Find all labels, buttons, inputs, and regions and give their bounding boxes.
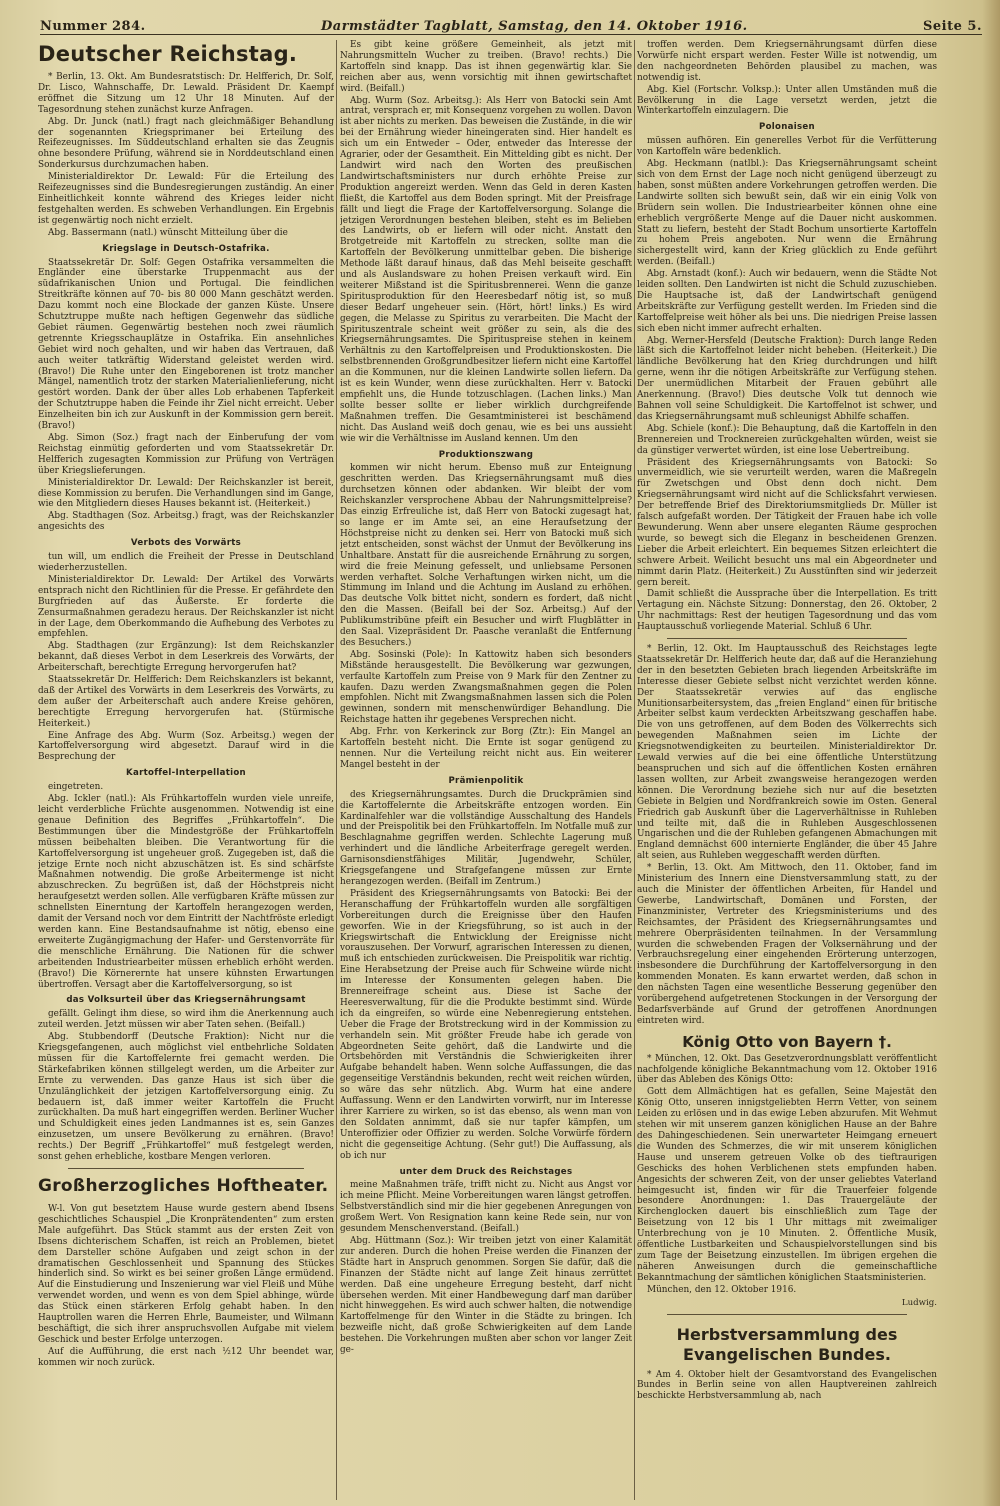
- paragraph: Abg. Bassermann (natl.) wünscht Mitteilung über die: [48, 227, 288, 238]
- paragraph: troffen werden. Dem Kriegsernährungsamt dürfen diese Vorwürfe nicht erspart werden. Fester Wille ist notwendig, um den nachgeordneten Behörden plausibel zu machen, was notwendig ist.: [637, 40, 937, 83]
- paragraph: gefällt. Gelingt ihm diese, so wird ihm die Anerkennung auch zuteil werden. Jetzt müssen wir aber Taten sehen. (Beifall.): [38, 1009, 334, 1031]
- headline-hoftheater: Großherzogliches Hoftheater.: [38, 1176, 329, 1196]
- subheading: unter dem Druck des Reichstages: [399, 1166, 573, 1177]
- column-divider: [336, 40, 337, 1500]
- subheading: Polonaisen: [759, 122, 815, 133]
- paragraph: Abg. Frhr. von Kerkerinck zur Borg (Ztr.): Ein Mangel an Kartoffeln besteht nicht. Die Ernte ist sogar genügend zu nennen. Nur die Verteilung reicht nicht aus. Ein weiterer Mangel besteht in der: [340, 727, 632, 770]
- paragraph: Damit schließt die Aussprache über die Interpellation. Es tritt Vertagung ein. Nächste Sitzung: Donnerstag, den 26. Oktober, 2 Uhr nachmittags: Rest der heutigen Tagesordnung und das vom Hauptausschuß vorliegende Material. Schluß 6 Uhr.: [637, 589, 937, 633]
- column-2: [340, 40, 632, 1500]
- paragraph: Ministerialdirektor Dr. Lewald: Der Reichskanzler ist bereit, diese Kommission zu berufen. Die Verhandlungen sind im Gange, wie den Mitgliedern dieses Hauses bekannt ist. (Heiterkeit.): [38, 477, 334, 510]
- paragraph: Abg. Schiele (konf.): Die Behauptung, daß die Kartoffeln in den Brennereien und Trocknereien zurückgehalten würden, weist sie da günstiger verwertet würden, ist eine lose Uebertreibung.: [637, 423, 937, 456]
- subheading: Kartoffel-Interpellation: [126, 768, 246, 779]
- paragraph: Gott dem Allmächtigen hat es gefallen, Seine Majestät den König Otto, unseren innigstgeliebten Herrn Vetter, von seinem Leiden zu erlösen und in das ewige Leben abzurufen. Mit Wehmut stehen wir mit unserem ganzen königlichen Hause an der Bahre des Dahingeschiedenen. Sein unerwarteter Heimgang erneuert die Wunden des Schmerzes, die wir mit unserem königlichen Hause und unserem getreuen Volke ob des tieftraurigen Geschicks des hohen Verblichenen stets empfunden haben. Angesichts der schweren Zeit, von der unser geliebtes Vaterland heimgesucht ist, finden wir für die Trauerfeier folgende besondere Anordnungen: 1. Das Trauergeläute der Kirchenglocken dauert bis einschließlich zum Tage der Beisetzung von 12 bis 1 Uhr mittags mit zweimaliger Unterbrechung von je 10 Minuten. 2. Öffentliche Musik, öffentliche Lustbarkeiten und Schauspielvorstellungen sind bis zum Tage der Beisetzung einzustellen. Im übrigen ergehen die näheren Anweisungen durch die gemeinschaftliche Bekanntmachung der sämtlichen königlichen Staatsministerien.: [637, 1087, 937, 1283]
- column-divider: [634, 40, 635, 1500]
- headline-evangelischer-bund: Herbstversammlung des Evangelischen Bundes.: [676, 1324, 898, 1364]
- paragraph: Abg. Stadthagen (Soz. Arbeitsg.) fragt, was der Reichskanzler angesichts des: [38, 511, 334, 533]
- paragraph: Abg. Hüttmann (Soz.): Wir treiben jetzt von einer Kalamität zur anderen. Durch die hohen Preise werden die Finanzen der Städte hart in Anspruch genommen. Sorgen Sie dafür, daß die Finanzen der Städte nicht auf lange Zeit hinaus zerrüttet werden. Daß eine ungeheure Erregung besteht, darf nicht übersehen werden. Mit einer Handbewegung darf man darüber nicht hinweggehen. Es wird auch schwer halten, die notwendige Kartoffelmenge für den Winter in die Städte zu bringen. Ich bezweifle nicht, daß große Schwierigkeiten auf dem Lande bestehen. Die Vorkehrungen mußten aber schon vor langer Zeit ge-: [340, 1235, 632, 1356]
- paragraph: W-l. Von gut besetztem Hause wurde gestern abend Ibsens geschichtliches Schauspiel „Die Kronprätendenten“ zum ersten Male aufgeführt. Das Stück stammt aus der ersten Zeit von Ibsens dichterischem Schaffen, ist reich an Problemen, bietet dem Darsteller schöne Aufgaben und zeigt schon in der dramatischen Geschlossenheit und Spannung des Stückes hinderlich sind. So wirkt es bei seiner großen Länge ermüdend. Auf die Einstudierung und Inszenierung war viel Fleiß und Mühe verwendet worden, und wenn es von dem Spiel abhinge, würde das Stück einen stärkeren Erfolg gehabt haben. In den Hauptrollen waren die Herren Ehrle, Baumeister, und Wilmann beschäftigt, die sich ihrer anspruchsvollen Aufgabe mit vielem Geschick und bester Erfolge unterzogen.: [38, 1204, 334, 1345]
- paragraph: Abg. Heckmann (natlbl.): Das Kriegsernährungsamt scheint sich von dem Ernst der Lage noch nicht genügend überzeugt zu haben, sonst müßten andere Vorkehrungen getroffen werden. Die Landwirte sollten sich bewußt sein, daß wir ein einig Volk von Brüdern sein wollen. Die Industriearbeiter können ohne eine erheblich vergrößerte Menge auf die Dauer nicht auskommen. Statt zu liefern, besteht der Stadt Bochum unsortierte Kartoffeln zu hohem Preis angeboten. Nur wenn die Ernährung sichergestellt wird, kann der Krieg glücklich zu Ende geführt werden. (Beifall.): [637, 159, 937, 268]
- masthead: [40, 10, 982, 35]
- subheading: Prämienpolitik: [448, 775, 524, 786]
- issue-number: Nummer 284.: [40, 19, 146, 34]
- headline-text: König Otto von Bayern: [682, 1032, 874, 1051]
- paragraph: * Berlin, 13. Okt. Am Bundesratstisch: Dr. Helfferich, Dr. Solf, Dr. Lisco, Wahnschaffe, Dr. Lewald. Präsident Dr. Kaempf eröffnet die Sitzung um 12 Uhr 18 Minuten. Auf der Tagesordnung stehen zunächst kurze Anfragen.: [38, 72, 334, 115]
- page-number: Seite 5.: [923, 19, 982, 34]
- paragraph: Ministerialdirektor Dr. Lewald: Der Artikel des Vorwärts entsprach nicht den Richtlinien für die Presse. Er gefährdete den Burgfrieden auf das Äußerste. Er forderte die Zensurmaßnahmen geradezu heraus. Der Reichskanzler ist nicht in der Lage, dem Oberkommando die Aufhebung des Verbotes zu empfehlen.: [38, 574, 334, 640]
- section-separator: [68, 1168, 304, 1169]
- paragraph: * Am 4. Oktober hielt der Gesamtvorstand des Evangelischen Bundes in Berlin seine von allen Hauptvereinen zahlreich beschickte Herbstversammlung ab, nach: [637, 1369, 937, 1402]
- paragraph: Abg. Arnstadt (konf.): Auch wir bedauern, wenn die Städte Not leiden sollten. Den Landwirten ist nicht die Schuld zuzuschieben. Die Hauptsache ist, daß der Landwirtschaft genügend Arbeitskräfte zur Verfügung gestellt werden. Im Frieden sind die Kartoffelpreise weit höher als bei uns. Die niedrigen Preise lassen sich eben nicht immer aufrecht erhalten.: [637, 269, 937, 334]
- paragraph: Staatssekretär Dr. Solf: Gegen Ostafrika versammelten die Engländer eine überstarke Truppenmacht aus der südafrikanischen Union und Portugal. Die feindlichen Streitkräfte können auf 70- bis 80 000 Mann geschätzt werden. Dazu kommt noch eine Blockade der ganzen Küste. Unsere Schutztruppe mußte nach heftigen Gegenwehr das südliche Gebiet räumen. Gegenwärtig bestehen noch zwei räumlich getrennte Kriegsschauplätze in Ostafrika. Ein ansehnliches Gebiet wird noch gehalten, und wir haben das Vertrauen, daß auch weiter tatkräftig Widerstand geleistet werden wird. (Bravo!) Die Ruhe unter den Eingeborenen ist trotz mancher Mängel, namentlich trotz der starken Materialienlieferung, nicht gestört worden. Dank der über alles Lob erhabenen Tapferkeit der Schutztruppe haben die Feinde ihr Ziel nicht erreicht. Ueber Einzelheiten bin ich zur Auskunft in der Kommission gern bereit. (Bravo!): [38, 257, 334, 432]
- paragraph: Auf die Aufführung, die erst nach ½12 Uhr beendet war, kommen wir noch zurück.: [38, 1346, 334, 1368]
- paragraph: * München, 12. Okt. Das Gesetzverordnungsblatt veröffentlicht nachfolgende königliche Bekanntmachung vom 12. Oktober 1916 über das Ableben des Königs Otto:: [637, 1053, 937, 1086]
- subheading: das Volksurteil über das Kriegsernährungsamt: [66, 995, 306, 1006]
- paragraph: Abg. Werner-Hersfeld (Deutsche Fraktion): Durch lange Reden läßt sich die Kartoffelnot leider nicht beheben. (Heiterkeit.) Die ländliche Bevölkerung hat den Krieg durchdrungen und hilft gerne, wenn ihr die nötigen Arbeitskräfte zur Verfügung stehen. Der unermüdlichen Mitarbeit der Frauen gebührt alle Anerkennung. (Bravo!) Dies deutsche Volk tut dennoch wie Bahnen voll seine Schuldigkeit. Die Kartoffelnot ist schwer, und das Kriegsernährungsamt muß schleunigst Abhilfe schaffen.: [637, 335, 937, 422]
- page-edge-stain: [982, 0, 1000, 1506]
- paragraph: Präsident des Kriegsernährungsamts von Batocki: Bei der Heranschaffung der Frühkartoffeln wurden alle sorgfältigen Vorbereitungen durch die Ereignisse über den Haufen geworfen. Wie in der Kriegsführung, so ist auch in der Kriegswirtschaft die Entwicklung der Ereignisse nicht vorauszusehen. Der Vorwurf, agrarischen Interessen zu dienen, muß ich entschieden zurückweisen. Die Preispolitik war richtig. Eine Herabsetzung der Preise auch für Schweine würde nicht im Interesse der Konsumenten gelegen haben. Die Brennereifrage scheint aus. Diese ist Sache der Heeresverwaltung, für die die Produkte bestimmt sind. Würde ich da eingreifen, so würde eine Nebenregierung entstehen. Ueber die Frage der Brotstreckung wird in der Kommission zu verhandeln sein. Mit größter Freude habe ich gerade von Abgeordneten Seite gehört, daß die Landwirte und die Ortsbehörden mit Verständnis die Schwierigkeiten ihrer Aufgabe behandelt haben. Wenn solche Auffassungen, die das gegenseitige Verständnis bekunden, recht weit reichen würden, so wäre das sehr nützlich. Abg. Wurm hat eine andere Auffassung. Wenn er den Landwirten vorwirft, nur im Interesse ihrer Karriere zu wirken, so ist das ebenso, als wenn man von den Soldaten annimmt, daß sie nur tapfer kämpfen, um Unteroffizier oder Offizier zu werden. Solche Vorwürfe fördern nicht die gegenseitige Achtung. (Sehr gut!) Die Auffassung, als ob ich nur: [340, 888, 632, 1161]
- paragraph: meine Maßnahmen träfe, trifft nicht zu. Nicht aus Angst vor ich meine Pflicht. Meine Vorbereitungen waren längst getroffen. Selbstverständlich sind mir die hier gegebenen Anregungen von großem Wert. Von Resignation kann keine Rede sein, nur von gesundem Menschenverstand. (Beifall.): [340, 1180, 632, 1235]
- paragraph: Eine Anfrage des Abg. Wurm (Soz. Arbeitsg.) wegen der Kartoffelversorgung wird abgesetzt. Darauf wird in die Besprechung der: [38, 730, 334, 763]
- paragraph: * Berlin, 13. Okt. Am Mittwoch, den 11. Oktober, fand im Ministerium des Innern eine Dienstversammlung statt, zu der auch die Minister der öffentlichen Arbeiten, für Handel und Gewerbe, Landwirtschaft, Domänen und Forsten, der Finanzminister, Vertreter des Kriegsministeriums und des Reichsamtes, der Präsident des Kriegsernährungsamtes und mehrere Oberpräsidenten teilnahmen. In der Versammlung wurden die schwebenden Fragen der Volksernährung und der Verbrauchsregelung einer eingehenden Erörterung unterzogen, insbesondere die Durchführung der Kartoffelversorgung in den kommenden Monaten. Es kann erwartet werden, daß schon in den nächsten Tagen eine wesentliche Besserung gegenüber den vorübergehend aufgetretenen Stockungen in der Versorgung der Bedarfsverbände auf Grund der getroffenen Anordnungen eintreten wird.: [637, 863, 937, 1026]
- paragraph: Ministerialdirektor Dr. Lewald: Für die Erteilung des Reifezeugnisses sind die Bundesregierungen zuständig. An einer Einheitlichkeit konnte während des Krieges leider nicht festgehalten werden. Es schweben Verhandlungen. Ein Ergebnis ist gegenwärtig noch nicht erzielt.: [38, 172, 334, 226]
- paragraph: Es gibt keine größere Gemeinheit, als jetzt mit Nahrungsmitteln Wucher zu treiben. (Bravo! rechts.) Die Kartoffeln sind knapp. Das ist ihnen gegenwärtig klar. Sie reichen aber aus, wenn vorsichtig mit ihnen gewirtschaftet wird. (Beifall.): [340, 40, 632, 94]
- subheading: Produktionszwang: [438, 449, 534, 460]
- paragraph: des Kriegsernährungsamtes. Durch die Druckprämien sind die Kartoffelernte die Arbeitskräfte entzogen worden. Ein Kardinalfehler war die vollständige Ausschaltung des Handels und der Preispolitik bei den Frühkartoffeln. Im Notfalle muß zur Beschlagnahme gegriffen werden. Schlechte Lagerung muß verhindert und die ländliche Arbeiterfrage geregelt werden. Garnisonsdienstfähiges Militär, Jugendwehr, Schüler, Kriegsgefangene und Strafgefangene müssen zur Ernte herangezogen werden. (Beifall im Zentrum.): [340, 789, 632, 887]
- paragraph: Präsident des Kriegsernährungsamts von Batocki: So unvermeidlich, wie sie verurteilt werden, waren die Maßregeln für Zwetschgen und Obst denn doch nicht. Dem Kriegsernährungsamt wird nicht auf die Schlicksfahrt verwiesen. Der betreffende Brief des Direktoriumsmitglieds Dr. Müller ist falsch aufgefaßt worden. Der Tätigkeit der Frauen habe ich volle Bewunderung. Wenn aber unsere eleganten Räume gesprochen wurde, so bewegt sich die Eleganz in bescheidenen Grenzen. Lieber die Arbeit erleichtert. Ein bequemes Sitzen erleichtert die schwere Arbeit. Weilicht besucht uns mal ein Abgeordneter und nimmt darin Platz. (Heiterkeit.) Zu Ausstünften sind wir jederzeit gern bereit.: [637, 457, 937, 588]
- paragraph: Abg. Stubbendorff (Deutsche Fraktion): Nicht nur die Kriegsgefangenen, auch möglichst viel entbehrliche Soldaten müssen für die Kartoffelernte frei gemacht werden. Die Stärkefabriken können stillgelegt werden, um die Arbeiter zur Ernte zu verwenden. Das ganze Haus ist sich über die Unzulänglichkeit der jetzigen Kartoffelversorgung einig. Zu bedauern ist, daß immer weiter Kartoffeln die Frucht zurückhalten. Da muß hart eingegriffen werden. Berliner Wucher und Schuldigkeit eines jeden Landmannes ist es, sein Ganzes einzusetzen, um unsere Bevölkerung zu ernähren. (Bravo! rechts.) Der Begriff „Frühkartoffel“ muß festgelegt werden, sonst gehen erhebliche, kostbare Mengen verloren.: [38, 1032, 334, 1163]
- subheading: Verbots des Vorwärts: [130, 538, 242, 549]
- paragraph: tun will, um endlich die Freiheit der Presse in Deutschland wiederherzustellen.: [38, 552, 334, 573]
- paragraph: kommen wir nicht herum. Ebenso muß zur Enteignung geschritten werden. Das Kriegsernährungsamt muß dies durchsetzen können oder abdanken. Wir bleibt der vom Reichskanzler versprochene Abbau der Nahrungsmittelpreise? Das einzig Erfreuliche ist, daß Herr von Batocki zugesagt hat, so lange er im Amte sei, an eine Heraufsetzung der Höchstpreise nicht zu denken sei. Herr von Batocki muß sich jetzt entscheiden, sonst wächst der Unmut der Bevölkerung ins Unhaltbare. Anstatt für die ausreichende Ernährung zu sorgen, wird die freie Meinung gefesselt, und unliebsame Personen werden verhaftet. Solche Verhaftungen wirken nicht, um die Stimmung im Inland und die Achtung im Ausland zu erhöhen. Das deutsche Volk bittet nicht, sondern es fordert, daß nicht den die Massen. (Beifall bei der Soz. Arbeitsg.) Auf der Publikumstribüne pfeift ein Besucher und wirft Flugblätter in den Saal. Vizepräsident Dr. Paasche veranlaßt die Entfernung des Besuchers.): [340, 463, 632, 648]
- column-1: [38, 40, 334, 1500]
- section-separator: [667, 638, 907, 639]
- paragraph: müssen aufhören. Ein generelles Verbot für die Verfütterung von Kartoffeln wäre bedenklich.: [637, 136, 937, 158]
- paragraph: Abg. Stadthagen (zur Ergänzung): Ist dem Reichskanzler bekannt, daß dieses Verbot in dem Leserkreis des Vorwärts, der Arbeiterschaft, berechtigte Erregung hervorgerufen hat?: [38, 641, 334, 674]
- subheading: Kriegslage in Deutsch-Ostafrika.: [102, 243, 270, 254]
- column-3: [637, 40, 937, 1500]
- paragraph: Abg. Kiel (Fortschr. Volksp.): Unter allen Umständen muß die Bevölkerung in die Lage versetzt werden, jetzt die Winterkartoffeln einzulagern. Die: [637, 84, 937, 117]
- headline-koenig-otto: [637, 1032, 937, 1051]
- paragraph: Staatssekretär Dr. Helfferich: Dem Reichskanzlers ist bekannt, daß der Artikel des Vorwärts in dem Leserkreis des Vorwärts, zu dem außer der Arbeiterschaft auch andere Kreise gehören, berechtigte Erregung hervorgerufen hat. (Stürmische Heiterkeit.): [38, 675, 334, 729]
- signature: Ludwig.: [901, 1297, 937, 1308]
- paragraph: Abg. Ickler (natl.): Als Frühkartoffeln wurden viele unreife, leicht verderbliche Früchte ausgenommen. Notwendig ist eine genaue Definition des Begriffes „Frühkartoffeln“. Die Bestimmungen über die Mindestgröße der Frühkartoffeln müssen beibehalten bleiben. Die Verantwortung für die Kartoffelversorgung ist ungeheuer groß. Zugegeben ist, daß die jetzige Ernte noch nicht abzuschätzen ist. Es sind schärfste Maßnahmen notwendig. Die große Arbeitermenge ist nicht abzuschrecken. Zu begrüßen ist, daß der Höchstpreis nicht heraufgesetzt werden sollen. Alle verfügbaren Kräfte müssen zur schnellsten Einerntung der Kartoffeln herangezogen werden, damit der Versand noch vor dem Eintritt der Nachtfröste erledigt werden kann. Eine Bestandsaufnahme ist nötig, ebenso eine erweiterte Zugängigmachung der Hafer- und Gerstenvorräte für die menschliche Ernährung. Die Nationen für die schwer arbeitenden Industriearbeiter müssen erheblich erhöht werden. (Bravo!) Die Körnerernte hat unsere kühnsten Erwartungen übertroffen. Versagt aber die Kartoffelversorgung, so ist: [38, 794, 334, 990]
- paragraph: eingetreten.: [48, 782, 104, 793]
- paragraph: Abg. Simon (Soz.) fragt nach der Einberufung der vom Reichstag einmütig geforderten und vom Staatssekretär Dr. Helfferich zugesagten Kommission zur Prüfung von Verträgen über Kriegslieferungen.: [38, 433, 334, 476]
- section-separator: [667, 1314, 907, 1315]
- newspaper-title-date: Darmstädter Tagblatt, Samstag, den 14. Oktober 1916.: [321, 19, 748, 34]
- dateline: München, den 12. Oktober 1916.: [647, 1284, 797, 1295]
- paragraph: * Berlin, 12. Okt. Im Hauptausschuß des Reichstages legte Staatssekretär Dr. Helfferich heute dar, daß auf die Heranziehung der in den besetzten Gebieten brach liegenden Arbeitskräfte im Interesse dieser Gebiete selbst nicht verzichtet werden könne. Der Staatssekretär verwies auf das englische Munitionsarbeitersystem, das „freien England“ einen für britische Arbeiter selbst kaum verdeckten Arbeitszwang geschaffen habe. Die von uns getroffenen, auf dem Boden des Völkerrechts sich bewegenden Maßnahmen seien im Lichte der Kriegsnotwendigkeiten zu beurteilen. Ministerialdirektor Dr. Lewald verwies auf die bei eine öffentliche Unterstützung beanspruchen und sich auf die öffentlichen Kosten ernähren lassen wollten, zur Arbeit zwangsweise herangezogen werden können. Die Verordnung beziehe sich nur auf die besetzten Gebiete in Belgien und Nordfrankreich sowie im Osten. General Friedrich gab Auskunft über die Lagerverhältnisse in Ruhleben und teilte mit, daß die in Ruhleben Ausgeschlossenen Ungarischen und die der Ruhleben gefangenen Abmachungen mit England demnächst 600 internierte Engländer, die über 45 Jahre alt seien, aus Ruhleben weggeschafft werden dürften.: [637, 644, 937, 862]
- cross-icon: †.: [878, 1032, 892, 1051]
- paragraph: Abg. Sosinski (Pole): In Kattowitz haben sich besonders Mißstände herausgestellt. Die Bevölkerung war gezwungen, verfaulte Kartoffeln zum Preise von 9 Mark für den Zentner zu kaufen. Dazu werden Zwangsmaßnahmen gegen die Polen empfohlen. Nicht mit Zwangsmaßnahmen lassen sich die Polen gewinnen, sondern mit menschenwürdiger Behandlung. Die Reichstage hatten ihr gegebenes Versprechen nicht.: [340, 649, 632, 726]
- headline-reichstag: Deutscher Reichstag.: [38, 42, 298, 66]
- paragraph: Abg. Dr. Junck (natl.) fragt nach gleichmäßiger Behandlung der sogenannten Kriegsprimaner bei Erteilung des Reifezeugnisses. Im Süddeutschland erhalten sie das Zeugnis ohne besondere Prüfung, während sie in Norddeutschland einen Sonderkursus durchzumachen haben.: [38, 116, 334, 171]
- paragraph: Abg. Wurm (Soz. Arbeitsg.): Als Herr von Batocki sein Amt antrat, versprach er, mit Konsequenz vorgehen zu wollen. Davon ist aber nichts zu merken. Das beweisen die Zustände, in die wir bei der Ernährung wieder hineingeraten sind. Hier handelt es sich um ein Entweder – Oder, entweder das Interesse der Agrarier, oder der Gesamtheit. Ein Mittelding gibt es nicht. Der Landwirt wird nach den Worten des preußischen Landwirtschaftsministers nur durch erhöhte Preise zur Produktion angereizt werden. Wenn das Geld in deren Kasten fließt, die Kartoffel aus dem Boden springt. Mit der Preisfrage fällt und liegt die Frage der Kartoffelversorgung. Solange die jetzigen Verordnungen bestehen bleiben, steht es im Belieben des Landwirts, ob er liefern will oder nicht. Anstatt den Brotgetreide mit Kartoffeln zu strecken, sollte man die Kartoffeln der Bevölkerung unmittelbar geben. Die bisherige Methode läßt darauf hinaus, daß das Mehl beiseite geschafft und als Auslandsware zu hohen Preisen verkauft wird. Ein weiterer Mißstand ist die Spiritusbrennerei. Wenn die ganze Spiritusproduktion für den Heeresbedarf nötig ist, so muß dieser Bedarf ungeheuer sein. (Hört, hört! links.) Es wird gegen, die Melasse zu Spiritus zu verarbeiten. Die Macht der Spirituszentrale scheint weit größer zu sein, als die des Kriegsernährungsamtes. Die Spirituspreise stehen in keinem Verhältnis zu den Kartoffelpreisen und Produktionskosten. Die selbstbrennenden Großgrundbesitzer liefern nicht eine Kartoffel an die Kommunen, nur die kleinen Landwirte sollen liefern. Da ist es kein Wunder, wenn diese zurückhalten. Herr v. Batocki empfiehlt uns, die Hunde totzuschlagen. (Lachen links.) Man sollte besser sollte er lieber wirklich durchgreifende Maßnahmen treffen. Die Gesamtministerei ist beschämend nicht. Das Ausland weiß doch genau, wie es bei uns aussieht wie wir die Verhältnisse im Ausland kennen. Um den: [340, 95, 632, 444]
